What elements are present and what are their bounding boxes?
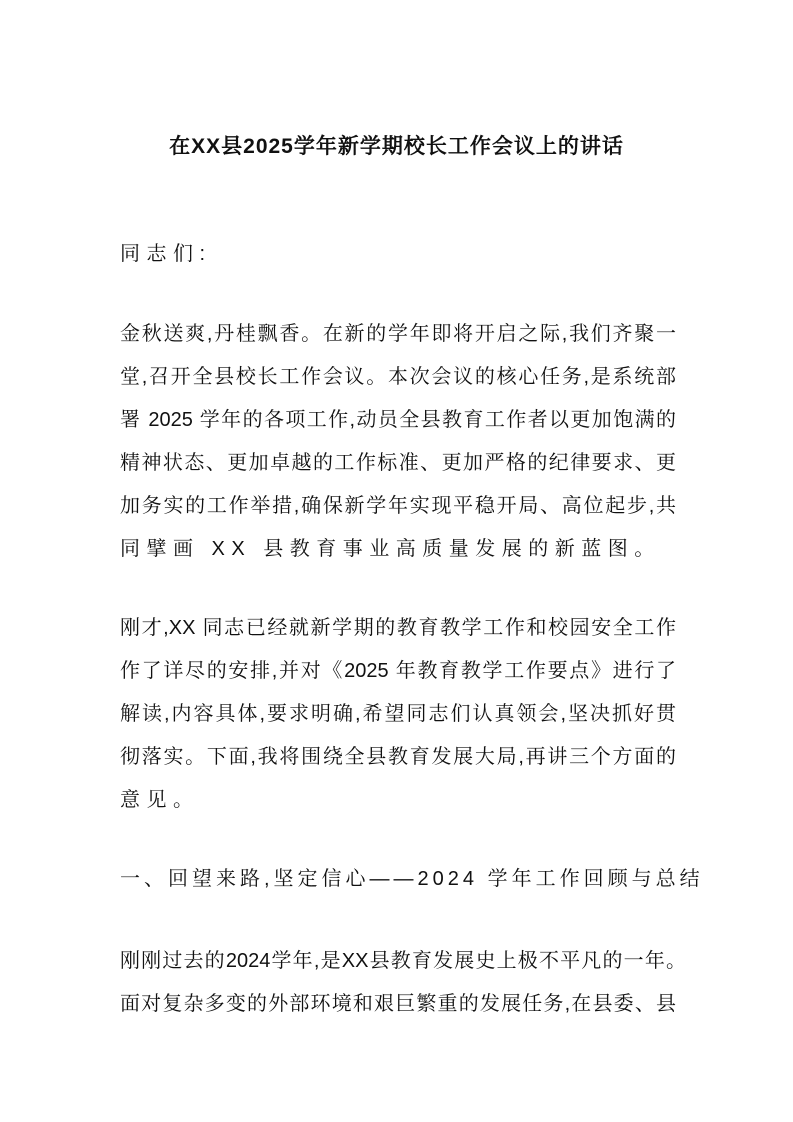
text-line: 署 2025 学年的各项工作,动员全县教育工作者以更加饱满的 — [120, 409, 676, 431]
heading-text: 一、回望来路,坚定信心——2024 学年工作回顾与总结 — [120, 868, 704, 890]
document-title: 在XX县2025学年新学期校长工作会议上的讲话 — [169, 135, 624, 158]
text-line: 金秋送爽,丹桂飘香。在新的学年即将开启之际,我们齐聚一 — [120, 323, 676, 345]
paragraph-intro — [120, 607, 676, 822]
section-heading-1 — [120, 858, 704, 901]
text-line: 面对复杂多变的外部环境和艰巨繁重的发展任务,在县委、县 — [120, 993, 676, 1015]
text-line: 精神状态、更加卓越的工作标准、更加严格的纪律要求、更 — [120, 452, 676, 474]
text-line: 意见。 — [120, 789, 200, 811]
paragraph-opening — [120, 313, 676, 571]
paragraph-review — [120, 940, 686, 1026]
salutation — [120, 233, 676, 276]
text-line: 解读,内容具体,要求明确,希望同志们认真领会,坚决抓好贯 — [120, 703, 676, 725]
salutation-text: 同志们: — [120, 243, 212, 265]
text-line: 作了详尽的安排,并对《2025 年教育教学工作要点》进行了 — [120, 660, 676, 682]
text-line: 刚才,XX 同志已经就新学期的教育教学工作和校园安全工作 — [120, 617, 676, 639]
text-line: 彻落实。下面,我将围绕全县教育发展大局,再讲三个方面的 — [120, 746, 676, 768]
text-line: 堂,召开全县校长工作会议。本次会议的核心任务,是系统部 — [120, 366, 676, 388]
text-line: 加务实的工作举措,确保新学年实现平稳开局、高位起步,共 — [120, 495, 676, 517]
text-line: 同擘画 XX 县教育事业高质量发展的新蓝图。 — [120, 538, 661, 560]
text-line: 刚刚过去的2024学年,是XX县教育发展史上极不平凡的一年。 — [120, 950, 686, 972]
